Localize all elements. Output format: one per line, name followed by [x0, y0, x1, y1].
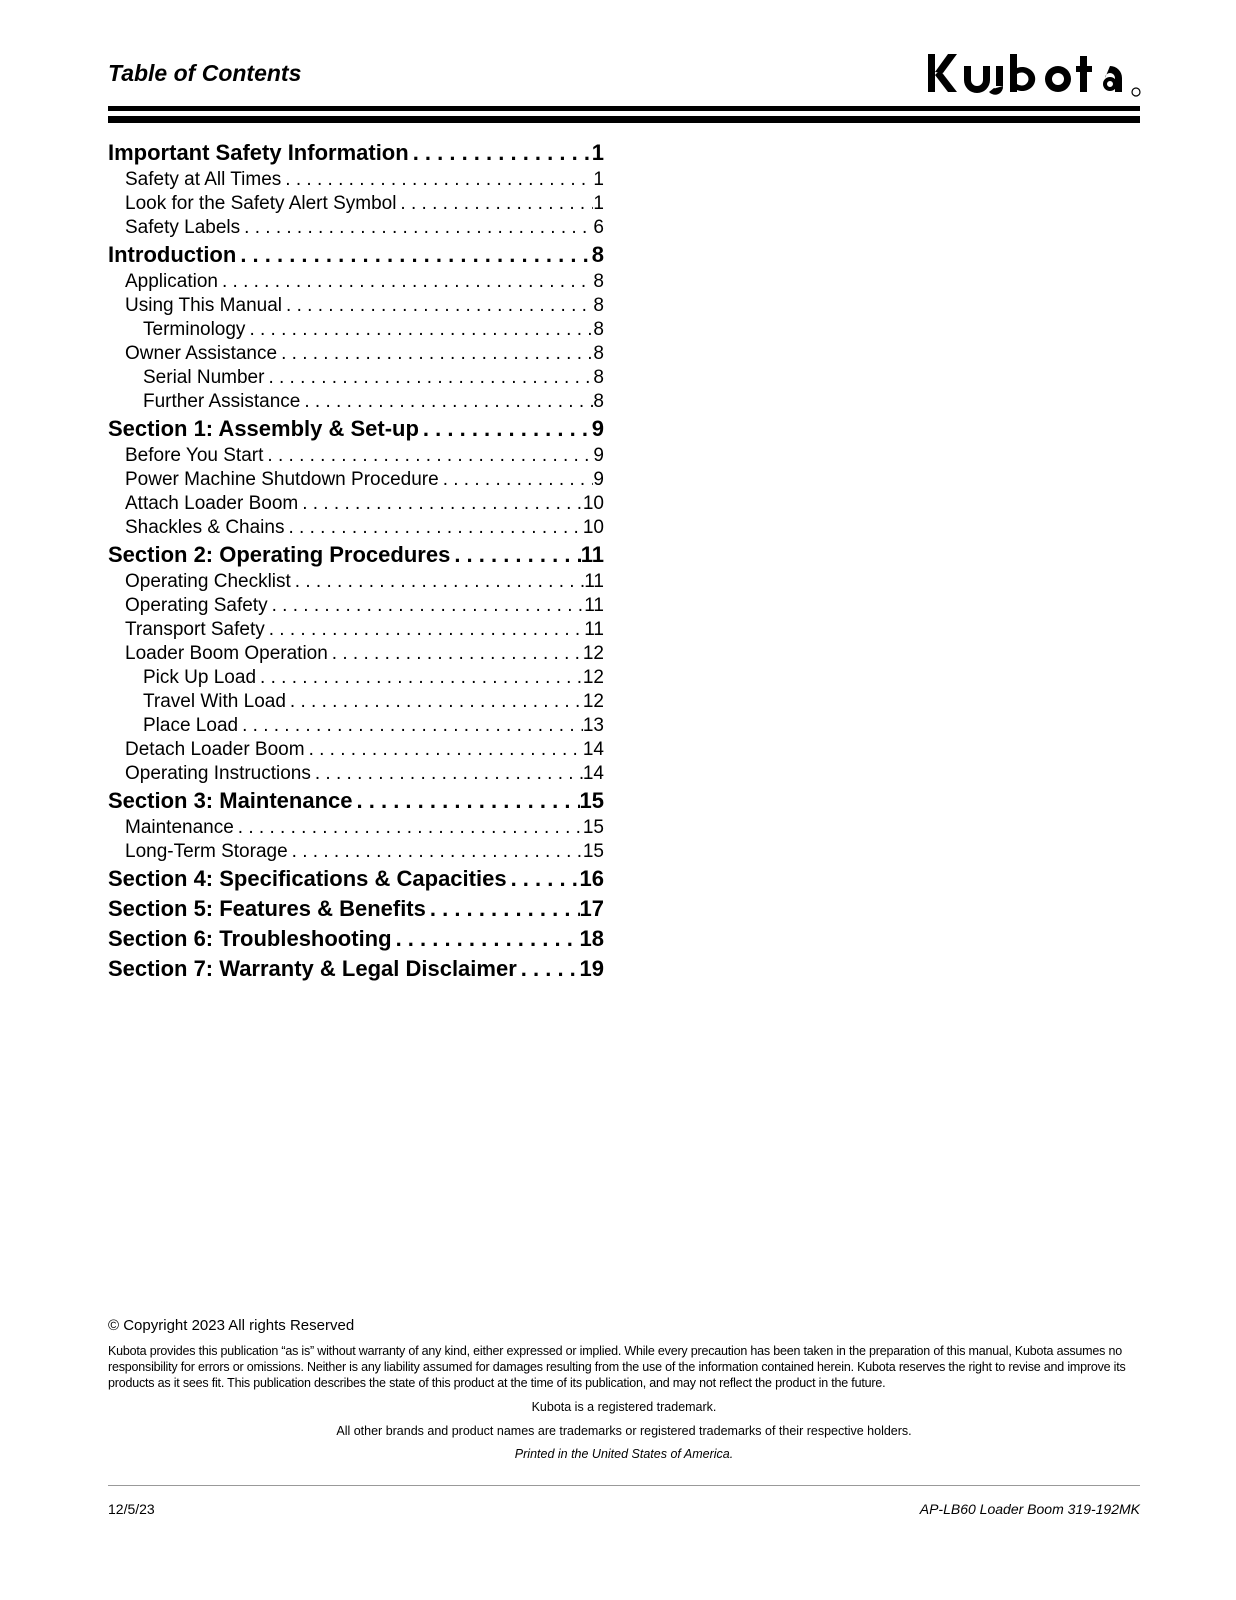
legal-disclaimer: Kubota provides this publication “as is” without warranty of any kind, either expressed or implied. While every precaution has been taken in the preparation of this manual, Kubota assumes no responsibility for errors or omissions. Neither is any liability assumed for damages resulting from the use of the information contained herein. Kubota reserves the right to revise and improve its products as it sees fit. This publication describes the state of this product at the time of its publication, and may not reflect the product in the future. — [108, 1344, 1126, 1390]
toc-entry[interactable]: Safety Labels . . . 6 — [108, 216, 604, 240]
other-brands-notice: All other brands and product names are trademarks or registered trademarks of their respective holders. — [336, 1424, 912, 1438]
toc-entry[interactable]: Serial Number . . . 8 — [108, 366, 604, 390]
toc-entry[interactable]: Attach Loader Boom . . . 10 — [108, 492, 604, 516]
toc-entry[interactable]: Using This Manual . . . 8 — [108, 294, 604, 318]
toc-entry[interactable]: Section 1: Assembly & Set-up . . . 9 — [108, 414, 604, 444]
toc-entry[interactable]: Detach Loader Boom . . . 14 — [108, 738, 604, 762]
toc-entry[interactable]: Operating Instructions . . . 14 — [108, 762, 604, 786]
toc-entry[interactable]: Transport Safety . . . 11 — [108, 618, 604, 642]
toc-entry[interactable]: Important Safety Information . . . 1 — [108, 138, 604, 168]
footer-date: 12/5/23 — [108, 1501, 155, 1517]
toc-entry[interactable]: Section 4: Specifications & Capacities . . . 16 — [108, 864, 604, 894]
footer-doc-id: AP-LB60 Loader Boom 319-192MK — [919, 1501, 1140, 1517]
trademark-notice: Kubota is a registered trademark. — [531, 1400, 717, 1414]
toc-entry[interactable]: Application . . . 8 — [108, 270, 604, 294]
toc-entry[interactable]: Terminology . . . 8 — [108, 318, 604, 342]
toc-entry[interactable]: Power Machine Shutdown Procedure . . . 9 — [108, 468, 604, 492]
page-title: Table of Contents — [108, 60, 302, 86]
toc-entry[interactable]: Long-Term Storage . . . 15 — [108, 840, 604, 864]
toc-entry[interactable]: Look for the Safety Alert Symbol . . . 1 — [108, 192, 604, 216]
kubota-logo — [926, 48, 1142, 102]
toc-entry[interactable]: Section 5: Features & Benefits . . . 17 — [108, 894, 604, 924]
toc-entry[interactable]: Section 6: Troubleshooting . . . 18 — [108, 924, 604, 954]
toc-entry[interactable]: Further Assistance . . . 8 — [108, 390, 604, 414]
table-of-contents — [108, 138, 604, 984]
toc-entry[interactable]: Owner Assistance . . . 8 — [108, 342, 604, 366]
header-rule-lower — [108, 116, 1140, 123]
printed-notice: Printed in the United States of America. — [514, 1447, 734, 1461]
toc-entry[interactable]: Place Load . . . 13 — [108, 714, 604, 738]
toc-entry[interactable]: Pick Up Load . . . 12 — [108, 666, 604, 690]
toc-entry[interactable]: Before You Start . . . 9 — [108, 444, 604, 468]
toc-entry[interactable]: Section 2: Operating Procedures . . . 11 — [108, 540, 604, 570]
toc-entry[interactable]: Operating Safety . . . 11 — [108, 594, 604, 618]
toc-entry[interactable]: Safety at All Times . . . 1 — [108, 168, 604, 192]
copyright-notice: © Copyright 2023 All rights Reserved — [108, 1317, 355, 1334]
toc-entry[interactable]: Loader Boom Operation . . . 12 — [108, 642, 604, 666]
footer-rule — [108, 1485, 1140, 1486]
toc-entry[interactable]: Operating Checklist . . . 11 — [108, 570, 604, 594]
toc-entry[interactable]: Section 3: Maintenance . . . 15 — [108, 786, 604, 816]
toc-entry[interactable]: Maintenance . . . 15 — [108, 816, 604, 840]
header-rule-upper — [108, 106, 1140, 111]
toc-entry[interactable]: Section 7: Warranty & Legal Disclaimer . . . 19 — [108, 954, 604, 984]
toc-entry[interactable]: Introduction . . . 8 — [108, 240, 604, 270]
toc-entry[interactable]: Shackles & Chains . . . 10 — [108, 516, 604, 540]
toc-entry[interactable]: Travel With Load . . . 12 — [108, 690, 604, 714]
